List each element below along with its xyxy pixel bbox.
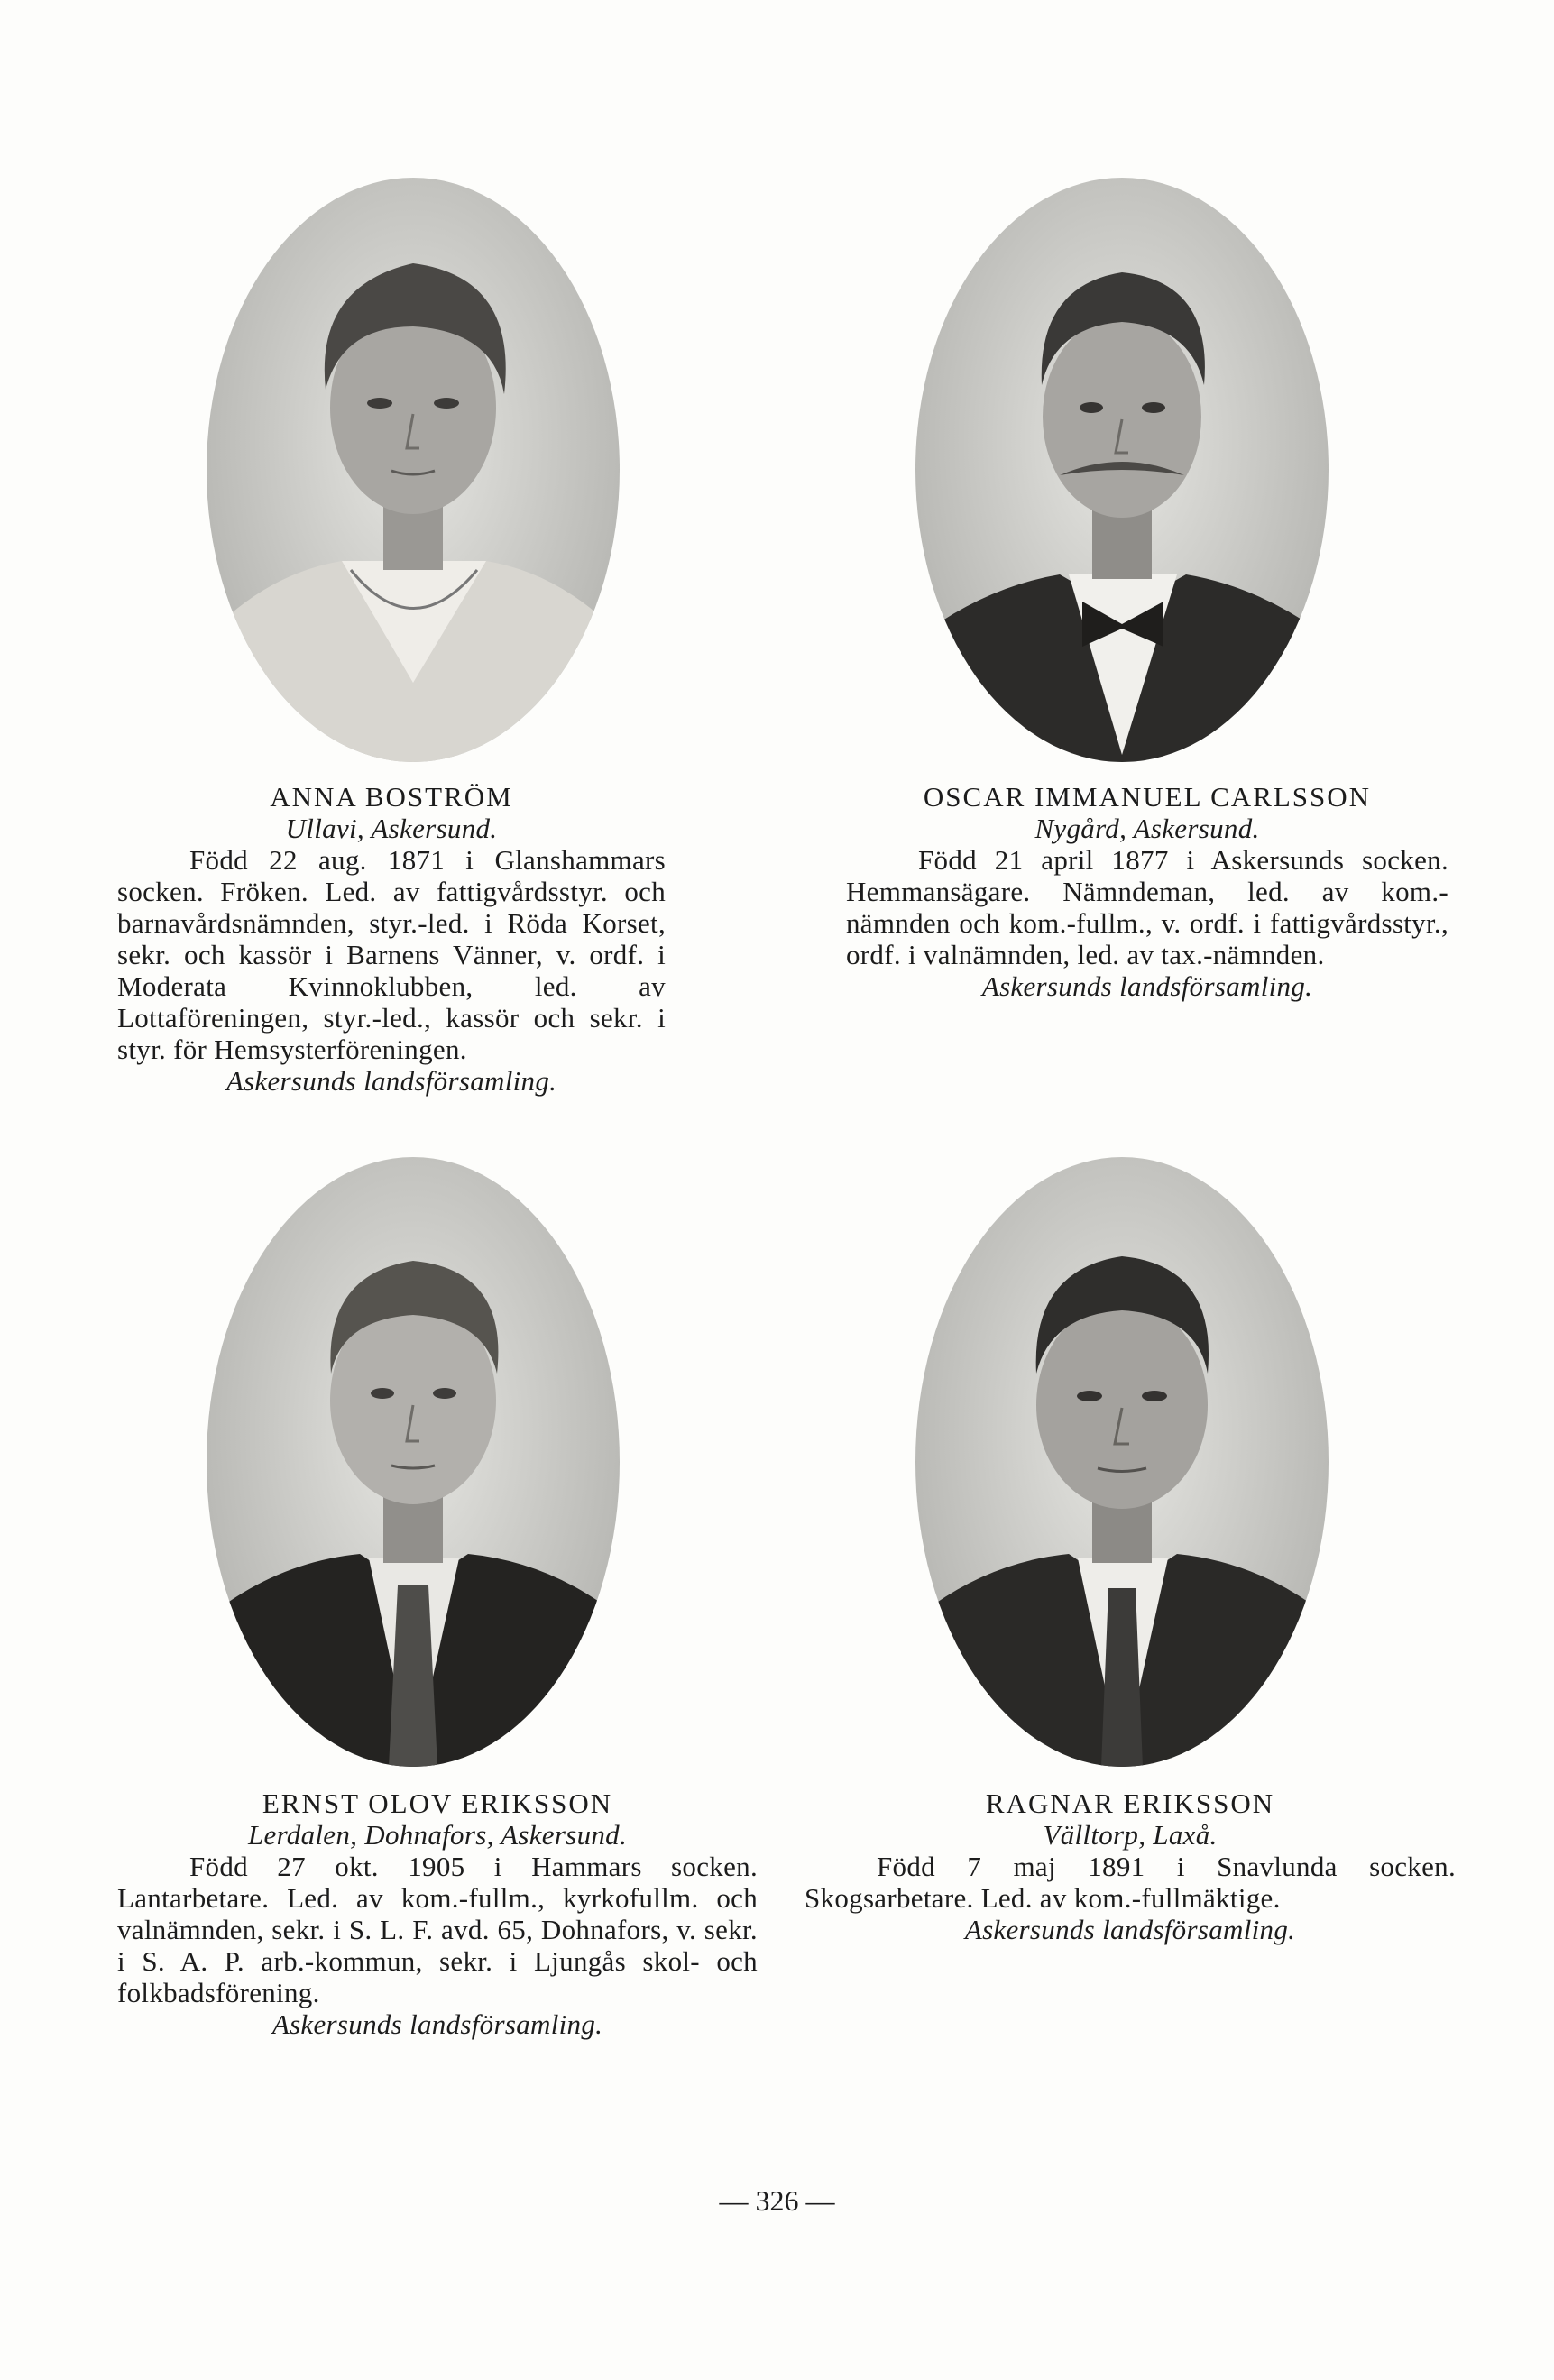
portrait-illustration [207, 1157, 620, 1767]
parish-name: Askersunds landsförsamling. [271, 2008, 603, 2040]
biography-entry [846, 781, 1448, 1002]
biography-entry [117, 781, 666, 1097]
person-biography: Född 27 okt. 1905 i Hammars socken. Lantarbetare. Led. av kom.-fullm., kyrkofullm. och valnämnden, sekr. i S. L. F. avd. 65, Dohnafors, v. sekr. i S. A. P. arb.-kommun, sekr. i Ljungås skol- och folkbadsförening. [117, 1851, 758, 2008]
portrait-photo [915, 1157, 1329, 1767]
portrait-photo [207, 178, 620, 762]
person-biography: Född 22 aug. 1871 i Glanshammars socken. Fröken. Led. av fattigvårdsstyr. och barnavårdsnämnden, styr.-led. i Röda Korset, sekr. och kassör i Barnens Vänner, v. ordf. i Moderata Kvinnoklubben, led. av Lottaföreningen, styr.-led., kassör och sekr. i styr. för Hemsysterföreningen. [117, 844, 666, 1065]
parish-name: Askersunds landsförsamling. [981, 970, 1313, 1002]
person-name: ERNST OLOV ERIKSSON [262, 1787, 613, 1819]
parish-name: Askersunds landsförsamling. [964, 1914, 1296, 1945]
person-name: OSCAR IMMANUEL CARLSSON [923, 781, 1372, 813]
portrait-illustration [915, 178, 1329, 762]
portrait-photo [915, 178, 1329, 762]
biography-entry [805, 1787, 1456, 1945]
biography-entry [117, 1787, 758, 2040]
person-name: ANNA BOSTRÖM [270, 781, 513, 813]
person-residence: Lerdalen, Dohnafors, Askersund. [247, 1819, 628, 1851]
parish-name: Askersunds landsförsamling. [225, 1065, 557, 1097]
person-residence: Nygård, Askersund. [1034, 813, 1260, 844]
person-residence: Välltorp, Laxå. [1043, 1819, 1218, 1851]
person-biography: Född 21 april 1877 i Askersunds socken. Hemmansägare. Nämndeman, led. av kom.-nämnden och kom.-fullm., v. ordf. i fattigvårdsstyr., ordf. i valnämnden, led. av tax.-nämnden. [846, 844, 1448, 970]
portrait-photo [207, 1157, 620, 1767]
person-biography: Född 7 maj 1891 i Snavlunda socken. Skogsarbetare. Led. av kom.-fullmäktige. [805, 1851, 1456, 1914]
portrait-illustration [207, 178, 620, 762]
page-number: — 326 — [719, 2184, 835, 2217]
person-name: RAGNAR ERIKSSON [985, 1787, 1275, 1819]
person-residence: Ullavi, Askersund. [285, 813, 498, 844]
portrait-illustration [915, 1157, 1329, 1767]
